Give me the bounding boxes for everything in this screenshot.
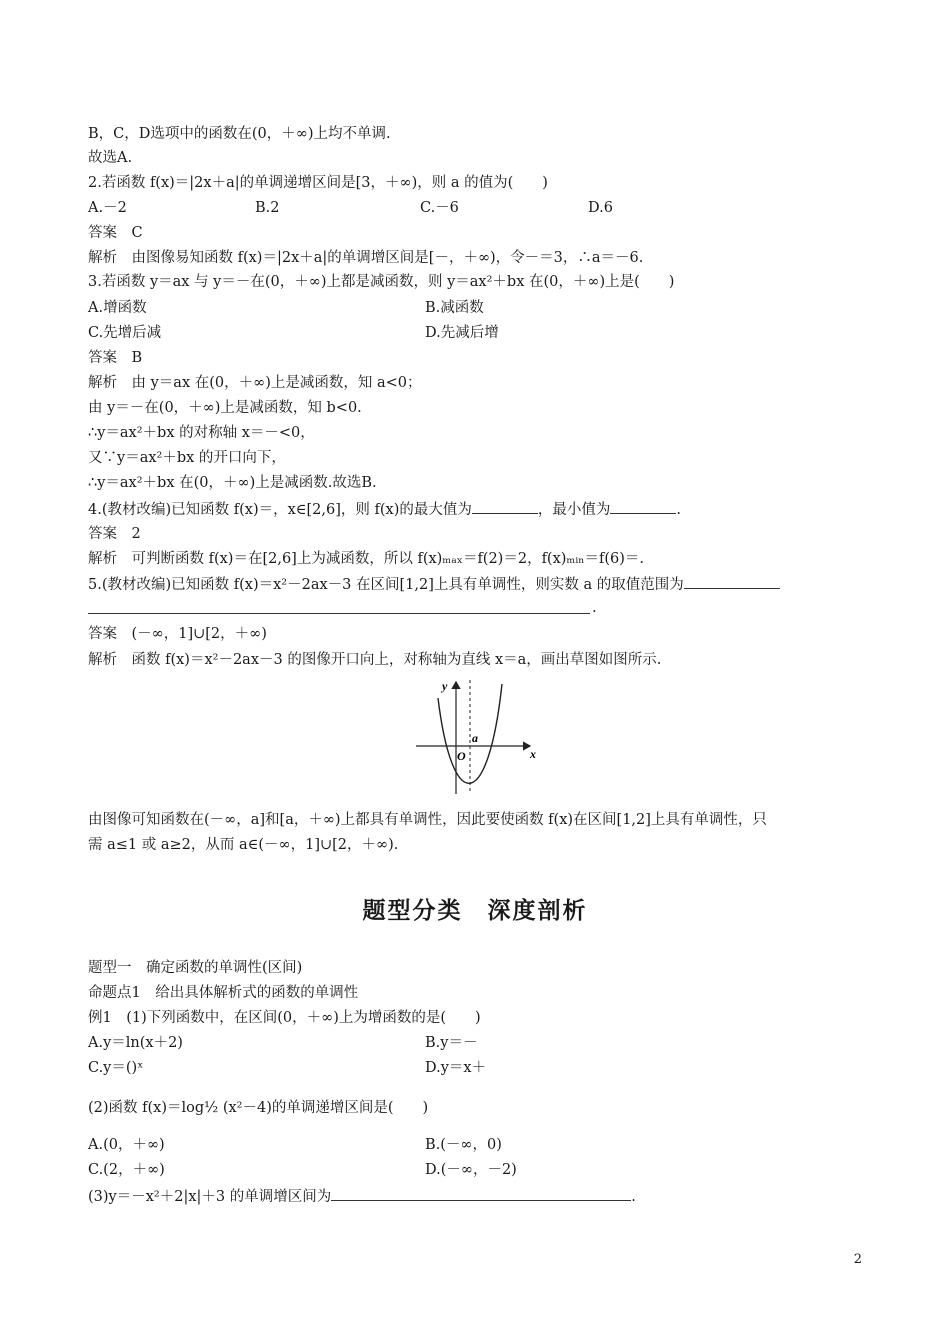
question-4: [88, 499, 681, 520]
a-label: a: [472, 731, 478, 745]
q2-option-c: C.－6: [420, 200, 459, 216]
q3-option-b: B.减函数: [425, 300, 484, 316]
ex1-1-option-c: C.y＝()ˣ: [88, 1060, 144, 1076]
ex1-3-period: .: [631, 1189, 636, 1205]
q3-analysis-1: 解析 由 y＝ax 在(0，＋∞)上是减函数，知 a<0；: [88, 375, 422, 391]
q3-option-d: D.先减后增: [425, 325, 499, 341]
ex1-3-blank: [331, 1186, 631, 1201]
section-title: 题型分类 深度剖析: [362, 898, 588, 924]
question-3: 3.若函数 y＝ax 与 y＝－在(0，＋∞)上都是减函数，则 y＝ax²＋bx 在(0，＋∞)上是( ): [88, 274, 675, 290]
q3-option-a: A.增函数: [88, 300, 147, 316]
q5-text: 5.(教材改编)已知函数 f(x)＝x²－2ax－3 在区间[1,2]上具有单调性，则实数 a 的取值范围为: [88, 577, 684, 593]
ex1-2-option-c: C.(2，＋∞): [88, 1162, 165, 1178]
q2-option-d: D.6: [588, 200, 613, 216]
line-b-c-d: B，C，D选项中的函数在(0，＋∞)上均不单调.: [88, 126, 391, 142]
point-1-heading: 命题点1 给出具体解析式的函数的单调性: [88, 985, 359, 1001]
q3-answer: 答案 B: [88, 350, 143, 366]
ex1-3-text: (3)y＝－x²＋2|x|＋3 的单调增区间为: [88, 1189, 332, 1205]
example-1-part-2: (2)函数 f(x)＝log½ (x²－4)的单调递增区间是( ): [88, 1100, 429, 1116]
x-axis-label: x: [530, 747, 536, 761]
q5-blank: [684, 574, 780, 589]
topic-1-heading: 题型一 确定函数的单调性(区间): [88, 960, 303, 976]
example-1-part-3: [88, 1186, 636, 1207]
q5-period: .: [592, 600, 597, 616]
q2-analysis: 解析 由图像易知函数 f(x)＝|2x＋a|的单调增区间是[－，＋∞)，令－＝3，∴a＝－6.: [88, 250, 644, 266]
question-2: 2.若函数 f(x)＝|2x＋a|的单调递增区间是[3，＋∞)，则 a 的值为( ): [88, 175, 548, 191]
origin-label: O: [457, 749, 466, 763]
q5-conclusion-2: 需 a≤1 或 a≥2，从而 a∈(－∞，1]∪[2，＋∞).: [88, 837, 399, 853]
q5-blank-continued: [88, 613, 590, 614]
y-axis-label: y: [442, 679, 448, 693]
q5-conclusion-1: 由图像可知函数在(－∞，a]和[a，＋∞)上都具有单调性，因此要使函数 f(x)在区间[1,2]上具有单调性，只: [88, 812, 767, 828]
ex1-2-option-a: A.(0，＋∞): [88, 1137, 165, 1153]
q4-blank-min: [610, 499, 676, 514]
q4-analysis: 解析 可判断函数 f(x)＝在[2,6]上为减函数，所以 f(x)ₘₐₓ＝f(2)＝2，f(x)ₘᵢₙ＝f(6)＝.: [88, 551, 645, 567]
q2-option-a: A.－2: [88, 200, 127, 216]
ex1-1-option-b: B.y＝－: [425, 1035, 478, 1051]
q2-answer: 答案 C: [88, 225, 143, 241]
ex1-2-option-b: B.(－∞，0): [425, 1137, 502, 1153]
q4-text-a: 4.(教材改编)已知函数 f(x)＝，x∈[2,6]，则 f(x)的最大值为: [88, 502, 472, 518]
q3-analysis-3: ∴y＝ax²＋bx 的对称轴 x＝－<0，: [88, 425, 315, 441]
ex1-1-option-a: A.y＝ln(x＋2): [88, 1035, 183, 1051]
q3-analysis-2: 由 y＝－在(0，＋∞)上是减函数，知 b<0.: [88, 400, 362, 416]
q4-answer: 答案 2: [88, 526, 141, 542]
q3-analysis-4: 又∵y＝ax²＋bx 的开口向下，: [88, 450, 286, 466]
q4-text-c: .: [676, 502, 681, 518]
question-5: [88, 574, 780, 595]
q5-answer: 答案 (－∞，1]∪[2，＋∞): [88, 626, 267, 642]
page-number: 2: [853, 1252, 862, 1267]
line-choose-a: 故选A.: [88, 150, 133, 166]
q4-text-b: ，最小值为: [537, 502, 611, 518]
q3-analysis-5: ∴y＝ax²＋bx 在(0，＋∞)上是减函数.故选B.: [88, 475, 377, 491]
q2-option-b: B.2: [255, 200, 280, 216]
q3-option-c: C.先增后减: [88, 325, 162, 341]
q4-blank-max: [472, 499, 538, 514]
ex1-1-option-d: D.y＝x＋: [425, 1060, 487, 1076]
q5-analysis: 解析 函数 f(x)＝x²－2ax－3 的图像开口向上，对称轴为直线 x＝a，画出草图如图所示.: [88, 652, 662, 668]
example-1-part-1: 例1 (1)下列函数中，在区间(0，＋∞)上为增函数的是( ): [88, 1010, 481, 1026]
ex1-2-option-d: D.(－∞，－2): [425, 1162, 517, 1178]
parabola-sketch: [412, 676, 542, 798]
